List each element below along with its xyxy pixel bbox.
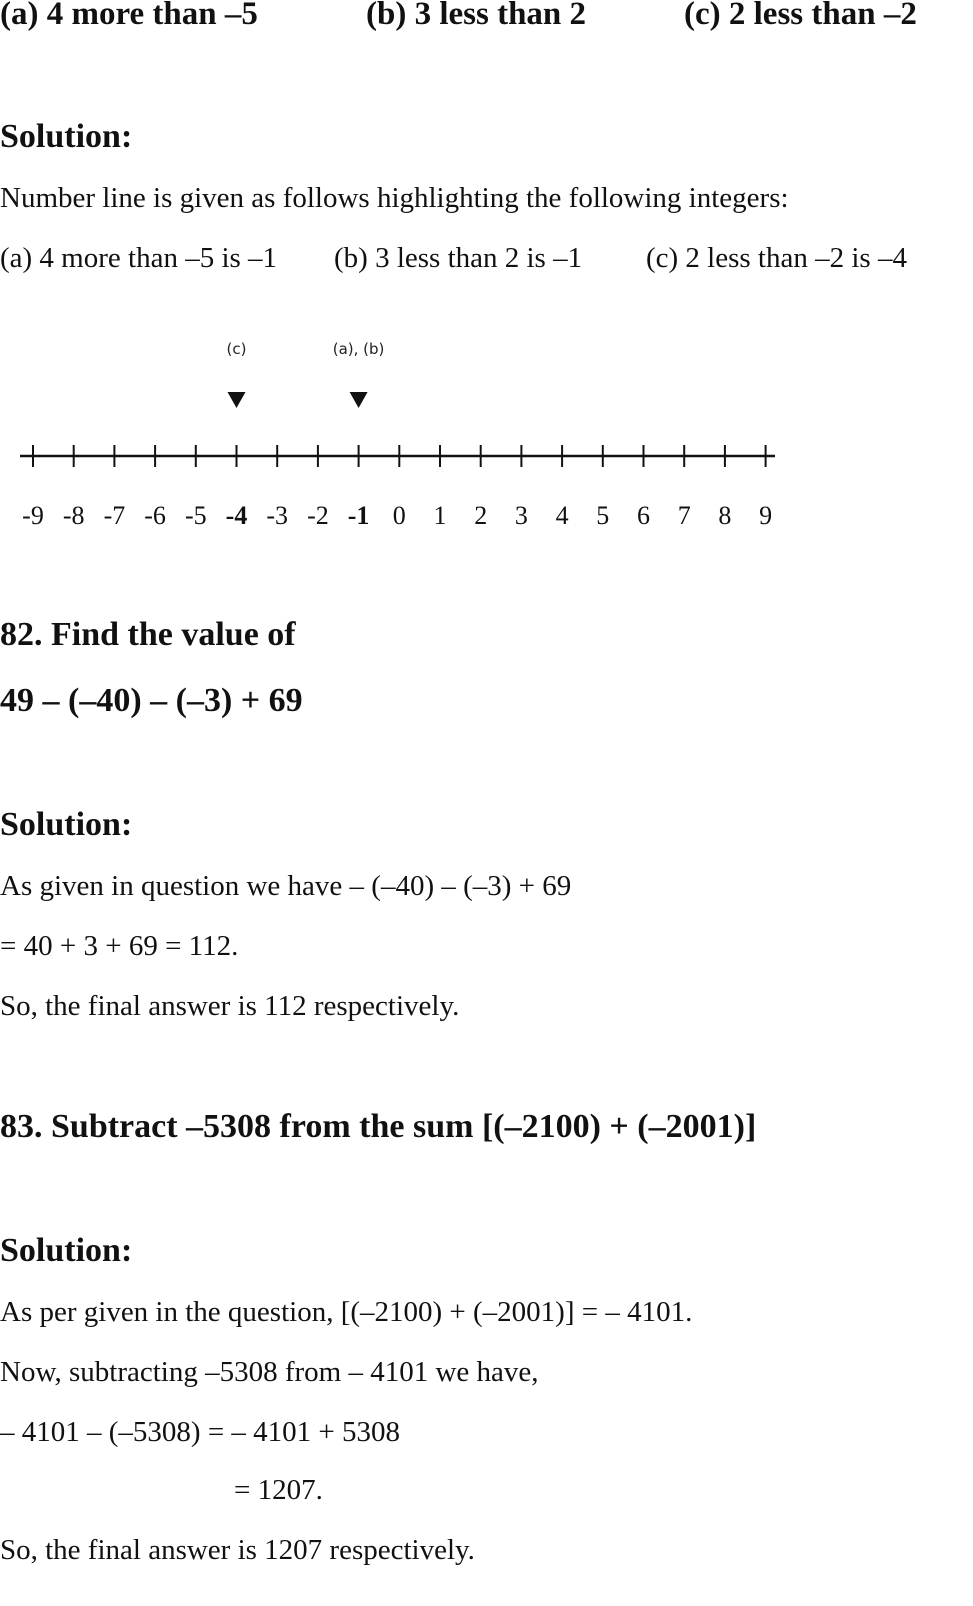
number-line [0,330,820,550]
question-part-c: (c) 2 less than –2 [684,0,917,32]
solution-82-line-2: = 40 + 3 + 69 = 112. [0,930,239,962]
solution-intro: Number line is given as follows highlighting the following integers: [0,182,789,214]
number-line-tick-label: 1 [433,501,447,530]
solution-82-line-3: So, the final answer is 112 respectively. [0,990,460,1022]
question-part-b: (b) 3 less than 2 [366,0,587,32]
solution-83-line-5: So, the final answer is 1207 respectively. [0,1534,475,1566]
number-line-marker-arrow [228,392,246,408]
number-line-tick-label: -7 [103,501,126,530]
solution-heading: Solution: [0,118,133,155]
number-line-tick-label: 3 [514,501,528,530]
number-line-labels [22,501,772,530]
number-line-tick-label: -4 [225,501,248,530]
number-line-tick-label: -5 [184,501,207,530]
number-line-tick-label: -3 [266,501,289,530]
number-line-tick-label: 8 [718,501,732,530]
number-line-marker-arrow [350,392,368,408]
question-82-expression: 49 – (–40) – (–3) + 69 [0,682,303,719]
solution-83-heading: Solution: [0,1232,133,1269]
number-line-tick-label: -6 [144,501,166,530]
number-line-tick-label: 7 [677,501,691,530]
question-83-title: 83. Subtract –5308 from the sum [(–2100) + (–2001)] [0,1108,757,1145]
number-line-tick-label: 0 [392,501,406,530]
number-line-tick-label: -9 [22,501,44,530]
question-parts [0,0,973,40]
question-82-title: 82. Find the value of [0,616,296,653]
number-line-tick-label: 2 [474,501,488,530]
solution-83-line-1: As per given in the question, [(–2100) + (–2001)] = – 4101. [0,1296,693,1328]
question-part-a: (a) 4 more than –5 [0,0,258,32]
solution-82-heading: Solution: [0,806,133,843]
number-line-marker-label: (a), (b) [332,340,385,358]
solution-83-line-2: Now, subtracting –5308 from – 4101 we have, [0,1356,539,1388]
answer-b: (b) 3 less than 2 is –1 [334,242,583,274]
number-line-tick-label: 9 [759,501,773,530]
number-line-marker-label: (c) [226,340,247,358]
number-line-tick-label: 5 [596,501,610,530]
answer-c: (c) 2 less than –2 is –4 [646,242,907,274]
solution-83-line-3: – 4101 – (–5308) = – 4101 + 5308 [0,1416,401,1448]
solution-82-line-1: As given in question we have – (–40) – (–3) + 69 [0,870,572,902]
number-line-tick-label: -1 [347,501,370,530]
number-line-tick-label: 6 [637,501,650,530]
number-line-tick-label: -2 [307,501,329,530]
solution-83-line-4: = 1207. [234,1474,323,1506]
number-line-tick-label: 4 [555,501,569,530]
answer-a: (a) 4 more than –5 is –1 [0,242,278,274]
number-line-tick-label: -8 [62,501,85,530]
number-line-markers [227,340,385,408]
